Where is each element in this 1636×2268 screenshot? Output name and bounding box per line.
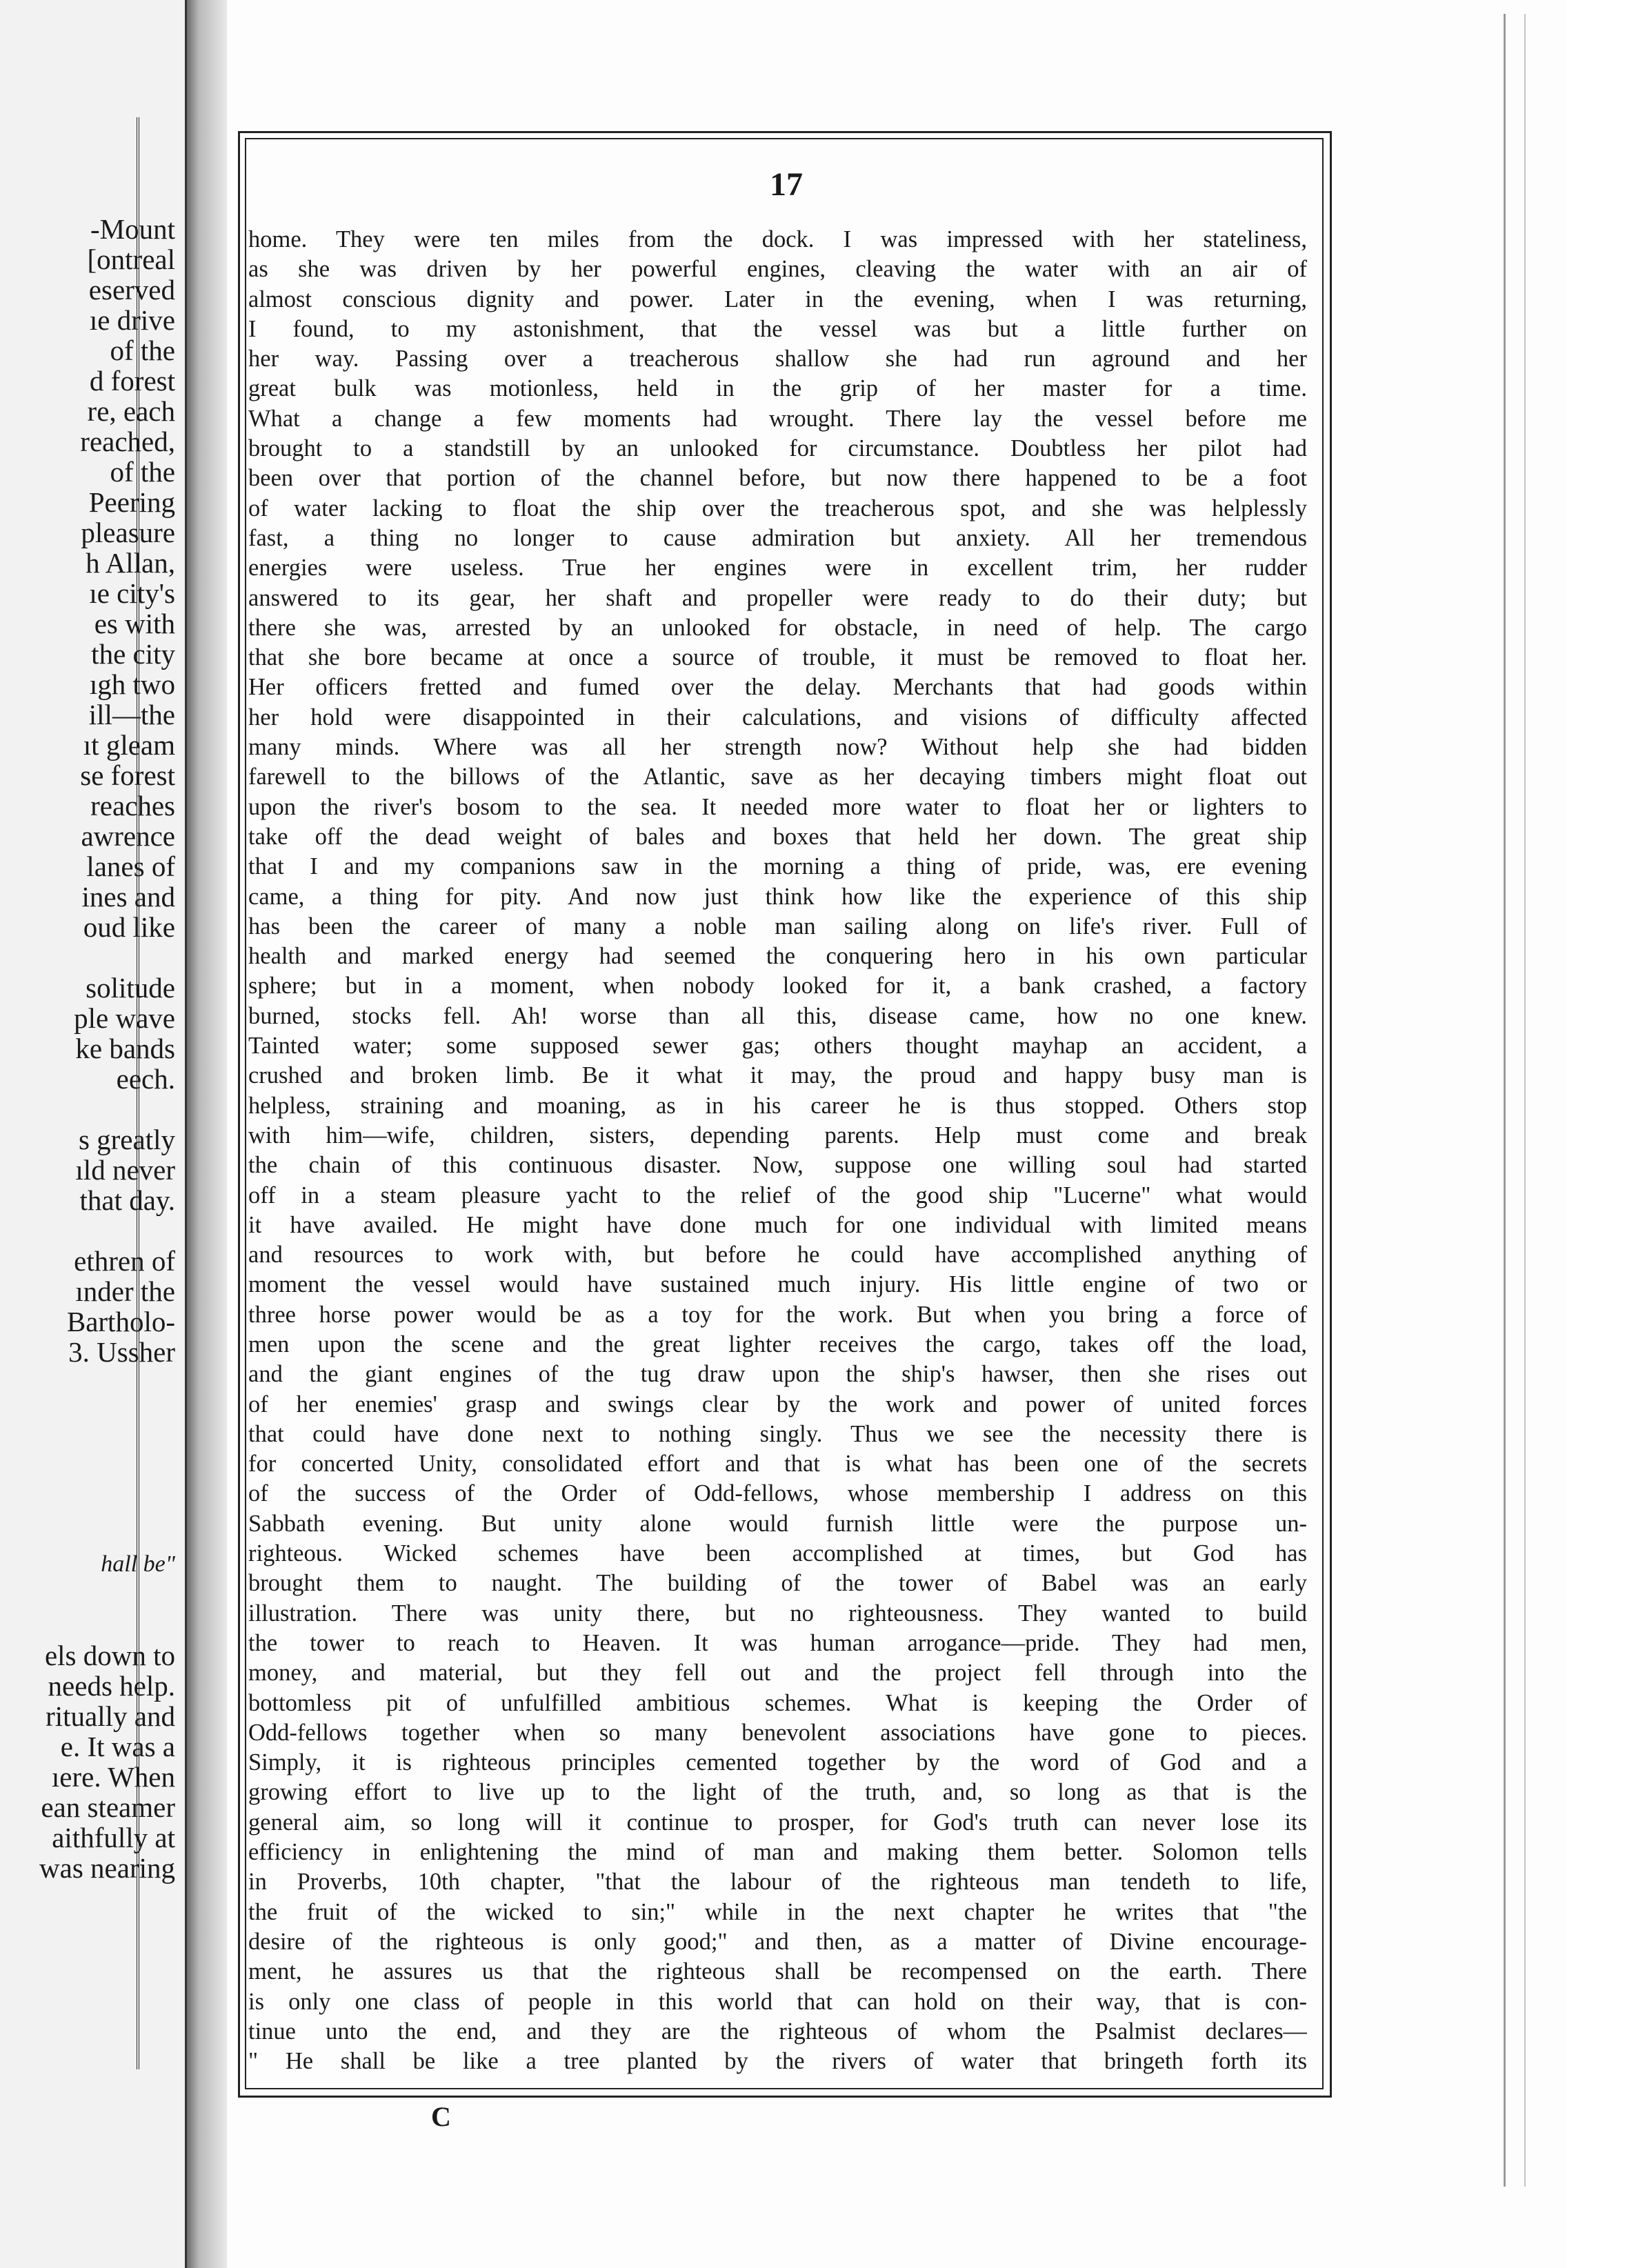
facing-page-line: re, each xyxy=(87,395,175,427)
text-line: farewell to the billows of the Atlantic, save as her decaying timbers might float out xyxy=(248,764,1307,790)
facing-page-line: that day. xyxy=(79,1184,175,1216)
facing-page-line: d forest xyxy=(89,365,175,397)
facing-page-line: se forest xyxy=(80,759,175,791)
facing-page-line: ritually and xyxy=(46,1700,175,1732)
facing-page-line: lanes of xyxy=(86,850,175,882)
facing-page-line: ıe city's xyxy=(89,577,175,609)
text-line: with him—wife, children, sisters, depending parents. Help must come and break xyxy=(248,1122,1307,1148)
facing-page-line: eech. xyxy=(116,1063,175,1095)
facing-page-line: needs help. xyxy=(48,1670,175,1702)
facing-page-line: aithfully at xyxy=(52,1822,175,1853)
facing-page-line: ines and xyxy=(81,881,175,913)
text-line: efficiency in enlightening the mind of man and making them better. Solomon tells xyxy=(248,1839,1307,1866)
facing-page-line xyxy=(0,1489,175,1519)
text-line: of her enemies' grasp and swings clear by the work and power of united forces xyxy=(248,1391,1307,1418)
facing-page-line: ke bands xyxy=(75,1033,175,1064)
text-line: the fruit of the wicked to sin;" while in the next chapter he writes that "the xyxy=(248,1898,1307,1925)
facing-page-line xyxy=(0,1215,175,1246)
facing-page-line: ean steamer xyxy=(41,1791,175,1823)
text-line: the chain of this continuous disaster. Now, suppose one willing soul had started xyxy=(248,1152,1307,1179)
text-line: that she bore became at once a source of trouble, it must be removed to float her. xyxy=(248,644,1307,671)
facing-page-line xyxy=(0,1397,175,1428)
text-line: answered to its gear, her shaft and propeller were ready to do their duty; but xyxy=(248,584,1307,611)
text-line: three horse power would be as a toy for the work. But when you bring a force of xyxy=(248,1301,1307,1328)
facing-page-line: ethren of xyxy=(74,1245,175,1277)
text-line: of water lacking to float the ship over the treacherous spot, and she was helplessly xyxy=(248,495,1307,521)
text-line: home. They were ten miles from the dock. I was impressed with her stateliness, xyxy=(248,226,1307,252)
text-line: Her officers fretted and fumed over the delay. Merchants that had goods within xyxy=(248,674,1307,701)
text-line: Simply, it is righteous principles cemented together by the word of God and a xyxy=(248,1749,1307,1776)
text-line: has been the career of many a noble man sailing along on life's river. Full of xyxy=(248,913,1307,939)
text-line: take off the dead weight of bales and boxes that held her down. The great ship xyxy=(248,823,1307,850)
facing-page-line xyxy=(0,1428,175,1458)
text-line: moment the vessel would have sustained much injury. His little engine of two or xyxy=(248,1271,1307,1298)
facing-page-line xyxy=(0,1458,175,1489)
facing-page-line xyxy=(0,1519,175,1549)
facing-page-line: reaches xyxy=(90,790,175,822)
facing-page-line: pleasure xyxy=(81,517,175,548)
text-line: bottomless pit of unfulfilled ambitious schemes. What is keeping the Order of xyxy=(248,1689,1307,1716)
text-line: burned, stocks fell. Ah! worse than all this, disease came, how no one knew. xyxy=(248,1002,1307,1029)
facing-page-line: ıere. When xyxy=(51,1761,175,1793)
text-line: that I and my companions saw in the morning a thing of pride, was, ere evening xyxy=(248,853,1307,880)
text-line: great bulk was motionless, held in the grip of her master for a time. xyxy=(248,375,1307,402)
text-line: helpless, straining and moaning, as in his career he is thus stopped. Others stop xyxy=(248,1092,1307,1119)
text-line: brought to a standstill by an unlooked for circumstance. Doubtless her pilot had xyxy=(248,435,1307,462)
text-line: of the success of the Order of Odd-fellows, whose membership I address on this xyxy=(248,1480,1307,1507)
text-line: energies were useless. True her engines were in excellent trim, her rudder xyxy=(248,555,1307,581)
text-line: and the giant engines of the tug draw upon the ship's hawser, then she rises out xyxy=(248,1361,1307,1388)
facing-page-line: -Mount xyxy=(90,213,175,245)
text-line: " He shall be like a tree planted by the rivers of water that bringeth forth its xyxy=(248,2048,1307,2075)
signature-mark: C xyxy=(431,2101,451,2132)
text-line: almost conscious dignity and power. Later in the evening, when I was returning, xyxy=(248,286,1307,312)
facing-page-line: ıe drive xyxy=(89,304,175,336)
facing-page-line: ıld never xyxy=(75,1154,175,1186)
facing-page-line: awrence xyxy=(81,820,175,852)
facing-page-line: of the xyxy=(110,335,175,366)
text-line: tinue unto the end, and they are the righteous of whom the Psalmist declares— xyxy=(248,2018,1307,2045)
text-line: fast, a thing no longer to cause admiration but anxiety. All her tremendous xyxy=(248,524,1307,551)
facing-page-line: of the xyxy=(110,456,175,488)
text-line: I found, to my astonishment, that the vessel was but a little further on xyxy=(248,315,1307,342)
facing-page-line: es with xyxy=(94,608,175,639)
text-line: brought them to naught. The building of the tower of Babel was an early xyxy=(248,1570,1307,1597)
text-line: and resources to work with, but before he could have accomplished anything of xyxy=(248,1242,1307,1269)
text-line: off in a steam pleasure yacht to the relief of the good ship "Lucerne" what would xyxy=(248,1182,1307,1208)
text-line: that could have done next to nothing singly. Thus we see the necessity there is xyxy=(248,1420,1307,1447)
text-line: it have availed. He might have done much for one individual with limited means xyxy=(248,1211,1307,1238)
facing-page-line: hall be" xyxy=(101,1551,175,1577)
facing-page-line: eserved xyxy=(88,274,175,306)
text-line: What a change a few moments had wrought. There lay the vessel before me xyxy=(248,405,1307,432)
facing-page-line: ple wave xyxy=(74,1002,175,1034)
facing-page-text xyxy=(0,214,175,1883)
text-line: crushed and broken limb. Be it what it may, the proud and happy busy man is xyxy=(248,1062,1307,1089)
book-gutter xyxy=(187,0,227,2268)
text-line: money, and material, but they fell out and the project fell through into the xyxy=(248,1660,1307,1687)
text-line: upon the river's bosom to the sea. It needed more water to float her or lighters to xyxy=(248,793,1307,820)
text-line: been over that portion of the channel before, but now there happened to be a foot xyxy=(248,465,1307,492)
facing-page-line: [ontreal xyxy=(87,243,175,275)
text-line: Odd-fellows together when so many benevolent associations have gone to pieces. xyxy=(248,1719,1307,1746)
facing-page-line: reached, xyxy=(80,426,175,457)
facing-page xyxy=(0,0,187,2268)
text-line: her way. Passing over a treacherous shallow she had run aground and her xyxy=(248,346,1307,372)
body-text xyxy=(248,225,1307,2076)
text-line: righteous. Wicked schemes have been accomplished at times, but God has xyxy=(248,1540,1307,1567)
facing-page-line: was nearing xyxy=(39,1852,175,1884)
text-line: Tainted water; some supposed sewer gas; others thought mayhap an accident, a xyxy=(248,1033,1307,1060)
text-line: general aim, so long will it continue to prosper, for God's truth can never lose its xyxy=(248,1809,1307,1836)
text-line: there she was, arrested by an unlooked for obstacle, in need of help. The cargo xyxy=(248,614,1307,641)
facing-page-line xyxy=(0,1094,175,1124)
facing-page-line: oud like xyxy=(83,911,175,943)
text-line: for concerted Unity, consolidated effort and that is what has been one of the secrets xyxy=(248,1451,1307,1478)
text-line: came, a thing for pity. And now just think how like the experience of this ship xyxy=(248,883,1307,910)
facing-page-line: ıt gleam xyxy=(83,729,175,761)
text-line: many minds. Where was all her strength now? Without help she had bidden xyxy=(248,734,1307,761)
text-line: illustration. There was unity there, but no righteousness. They wanted to build xyxy=(248,1600,1307,1627)
page-edge xyxy=(1504,14,1506,2187)
facing-page-line: solitude xyxy=(86,972,175,1004)
text-line: sphere; but in a moment, when nobody looked for it, a bank crashed, a factory xyxy=(248,973,1307,999)
facing-page-line: Peering xyxy=(88,486,175,518)
text-line: ment, he assures us that the righteous shall be recompensed on the earth. There xyxy=(248,1958,1307,1985)
text-line: the tower to reach to Heaven. It was human arrogance—pride. They had men, xyxy=(248,1629,1307,1656)
facing-page-line: ınder the xyxy=(75,1275,175,1307)
text-line: health and marked energy had seemed the conquering hero in his own particular xyxy=(248,943,1307,970)
text-line: growing effort to live up to the light of the truth, and, so long as that is the xyxy=(248,1779,1307,1806)
text-line: Sabbath evening. But unity alone would furnish little were the purpose un- xyxy=(248,1510,1307,1537)
facing-page-line: e. It was a xyxy=(60,1731,175,1762)
page-number: 17 xyxy=(770,166,803,203)
facing-page-line: els down to xyxy=(44,1640,175,1671)
text-line: desire of the righteous is only good;" and then, as a matter of Divine encourage- xyxy=(248,1928,1307,1955)
facing-page-line: the city xyxy=(91,638,175,670)
facing-page-line xyxy=(0,1610,175,1640)
facing-page-line: h Allan, xyxy=(86,547,175,579)
text-line: as she was driven by her powerful engines, cleaving the water with an air of xyxy=(248,256,1307,283)
text-line: is only one class of people in this world that can hold on their way, that is con- xyxy=(248,1988,1307,2015)
text-line: men upon the scene and the great lighter receives the cargo, takes off the load, xyxy=(248,1331,1307,1357)
facing-page-line: ıgh two xyxy=(89,668,175,700)
text-line: her hold were disappointed in their calculations, and visions of difficulty affected xyxy=(248,704,1307,730)
facing-page-line: s greatly xyxy=(78,1124,175,1155)
facing-page-line: 3. Ussher xyxy=(68,1336,175,1368)
facing-page-line xyxy=(0,1580,175,1610)
text-line: in Proverbs, 10th chapter, "that the labour of the righteous man tendeth to life, xyxy=(248,1869,1307,1896)
page-edge xyxy=(1524,14,1526,2187)
facing-page-line: ill—the xyxy=(88,699,175,730)
facing-page-line: Bartholo- xyxy=(66,1306,175,1337)
facing-page-line xyxy=(0,942,175,973)
facing-page-line xyxy=(0,1367,175,1397)
